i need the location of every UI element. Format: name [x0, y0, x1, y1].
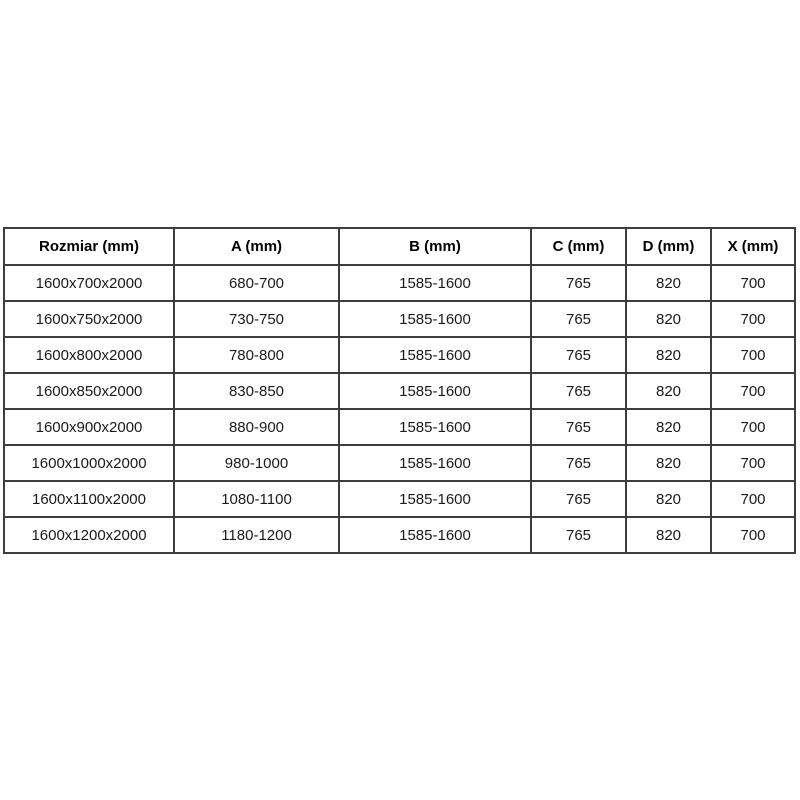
table-cell: 1600x1000x2000	[4, 445, 174, 481]
table-cell: 820	[626, 517, 711, 553]
table-cell: 1600x1100x2000	[4, 481, 174, 517]
table-cell: 1585-1600	[339, 265, 531, 301]
table-cell: 1600x900x2000	[4, 409, 174, 445]
table-cell: 1585-1600	[339, 517, 531, 553]
table-cell: 820	[626, 265, 711, 301]
table-cell: 700	[711, 265, 795, 301]
table-cell: 1585-1600	[339, 301, 531, 337]
table-cell: 1585-1600	[339, 445, 531, 481]
table-cell: 765	[531, 517, 626, 553]
table-cell: 880-900	[174, 409, 339, 445]
table-cell: 765	[531, 301, 626, 337]
table-cell: 700	[711, 373, 795, 409]
table-cell: 1585-1600	[339, 409, 531, 445]
table-cell: 780-800	[174, 337, 339, 373]
table-row	[4, 337, 795, 373]
table-cell: 1585-1600	[339, 481, 531, 517]
table-row	[4, 373, 795, 409]
table-cell: 700	[711, 445, 795, 481]
table-cell: 730-750	[174, 301, 339, 337]
table-cell: 820	[626, 373, 711, 409]
table-cell: 1600x800x2000	[4, 337, 174, 373]
table-cell: 765	[531, 337, 626, 373]
table-cell: 1180-1200	[174, 517, 339, 553]
table-cell: 1600x750x2000	[4, 301, 174, 337]
table-cell: 765	[531, 409, 626, 445]
table-row	[4, 301, 795, 337]
table-cell: 700	[711, 337, 795, 373]
header-cell-c: C (mm)	[531, 228, 626, 265]
header-cell-a: A (mm)	[174, 228, 339, 265]
table-row	[4, 409, 795, 445]
table-body	[4, 265, 795, 553]
table-cell: 820	[626, 337, 711, 373]
table-cell: 765	[531, 445, 626, 481]
table-row	[4, 517, 795, 553]
table-cell: 680-700	[174, 265, 339, 301]
table-row	[4, 445, 795, 481]
dimensions-table	[3, 227, 796, 554]
table-cell: 1585-1600	[339, 337, 531, 373]
table-cell: 1080-1100	[174, 481, 339, 517]
table-cell: 700	[711, 409, 795, 445]
table-cell: 820	[626, 301, 711, 337]
table-cell: 820	[626, 445, 711, 481]
dimensions-table-container	[3, 227, 796, 554]
header-cell-x: X (mm)	[711, 228, 795, 265]
table-cell: 700	[711, 481, 795, 517]
table-cell: 1585-1600	[339, 373, 531, 409]
table-cell: 765	[531, 373, 626, 409]
header-cell-b: B (mm)	[339, 228, 531, 265]
table-header-row	[4, 228, 795, 265]
table-cell: 700	[711, 301, 795, 337]
table-cell: 700	[711, 517, 795, 553]
table-cell: 820	[626, 481, 711, 517]
table-cell: 1600x1200x2000	[4, 517, 174, 553]
table-cell: 830-850	[174, 373, 339, 409]
table-cell: 765	[531, 265, 626, 301]
table-cell: 1600x700x2000	[4, 265, 174, 301]
header-cell-rozmiar: Rozmiar (mm)	[4, 228, 174, 265]
table-cell: 980-1000	[174, 445, 339, 481]
table-cell: 820	[626, 409, 711, 445]
table-row	[4, 481, 795, 517]
table-row	[4, 265, 795, 301]
table-cell: 765	[531, 481, 626, 517]
table-cell: 1600x850x2000	[4, 373, 174, 409]
header-cell-d: D (mm)	[626, 228, 711, 265]
